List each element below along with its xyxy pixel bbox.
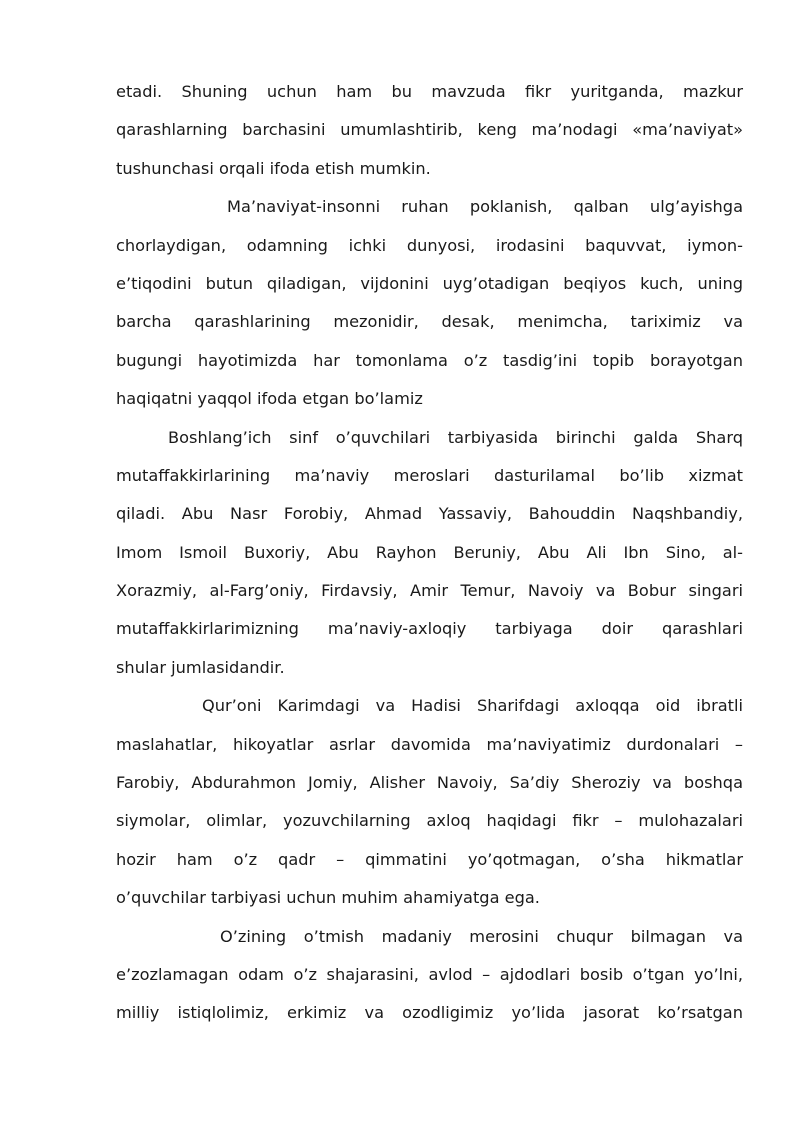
text-line: Ma’naviyat-insonni ruhan poklanish, qalban ulg’ayishga xyxy=(227,197,743,217)
text-line: Boshlang’ich sinf o’quvchilari tarbiyasida birinchi galda Sharq xyxy=(168,427,743,447)
text-line: mutaffakkirlarining ma’naviy meroslari dasturilamal bo’lib xizmat xyxy=(116,465,743,485)
paragraph xyxy=(116,918,743,1033)
text-line: haqiqatni yaqqol ifoda etgan bo’lamiz xyxy=(116,389,423,409)
paragraph xyxy=(116,419,743,688)
text-line: e’tiqodini butun qiladigan, vijdonini uyg’otadigan beqiyos kuch, uning xyxy=(116,273,743,293)
document-page xyxy=(116,73,743,1033)
text-line: siymolar, olimlar, yozuvchilarning axloq haqidagi fikr – mulohazalari xyxy=(116,811,743,831)
text-line: Farobiy, Abdurahmon Jomiy, Alisher Navoiy, Sa’diy Sheroziy va boshqa xyxy=(116,773,743,793)
text-line: bugungi hayotimizda har tomonlama o’z tasdig’ini topib borayotgan xyxy=(116,350,743,370)
text-line: shular jumlasidandir. xyxy=(116,657,285,677)
paragraph xyxy=(116,73,743,188)
text-line: maslahatlar, hikoyatlar asrlar davomida ma’naviyatimiz durdonalari – xyxy=(116,734,743,754)
text-line: chorlaydigan, odamning ichki dunyosi, irodasini baquvvat, iymon- xyxy=(116,235,743,255)
text-line: o’quvchilar tarbiyasi uchun muhim ahamiyatga ega. xyxy=(116,888,540,908)
text-line: etadi. Shuning uchun ham bu mavzuda fikr yuritganda, mazkur xyxy=(116,82,743,101)
text-line: e’zozlamagan odam o’z shajarasini, avlod – ajdodlari bosib o’tgan yo’lni, xyxy=(116,964,743,984)
text-line: hozir ham o’z qadr – qimmatini yo’qotmagan, o’sha hikmatlar xyxy=(116,849,743,869)
text-line: qiladi. Abu Nasr Forobiy, Ahmad Yassaviy, Bahouddin Naqshbandiy, xyxy=(116,504,743,524)
text-line: milliy istiqlolimiz, erkimiz va ozodligimiz yo’lida jasorat ko’rsatgan xyxy=(116,1003,743,1023)
text-line: qarashlarning barchasini umumlashtirib, keng ma’nodagi «ma’naviyat» xyxy=(116,120,743,140)
text-line: Qur’oni Karimdagi va Hadisi Sharifdagi axloqqa oid ibratli xyxy=(202,696,743,716)
paragraph xyxy=(116,188,743,418)
paragraph xyxy=(116,687,743,917)
text-line: tushunchasi orqali ifoda etish mumkin. xyxy=(116,158,431,178)
text-line: Imom Ismoil Buxoriy, Abu Rayhon Beruniy, Abu Ali Ibn Sino, al- xyxy=(116,542,743,562)
text-line: Xorazmiy, al-Farg’oniy, Firdavsiy, Amir Temur, Navoiy va Bobur singari xyxy=(116,581,743,601)
text-line: O’zining o’tmish madaniy merosini chuqur bilmagan va xyxy=(220,926,743,946)
text-line: mutaffakkirlarimizning ma’naviy-axloqiy tarbiyaga doir qarashlari xyxy=(116,619,743,639)
text-line: barcha qarashlarining mezonidir, desak, menimcha, tariximiz va xyxy=(116,312,743,332)
